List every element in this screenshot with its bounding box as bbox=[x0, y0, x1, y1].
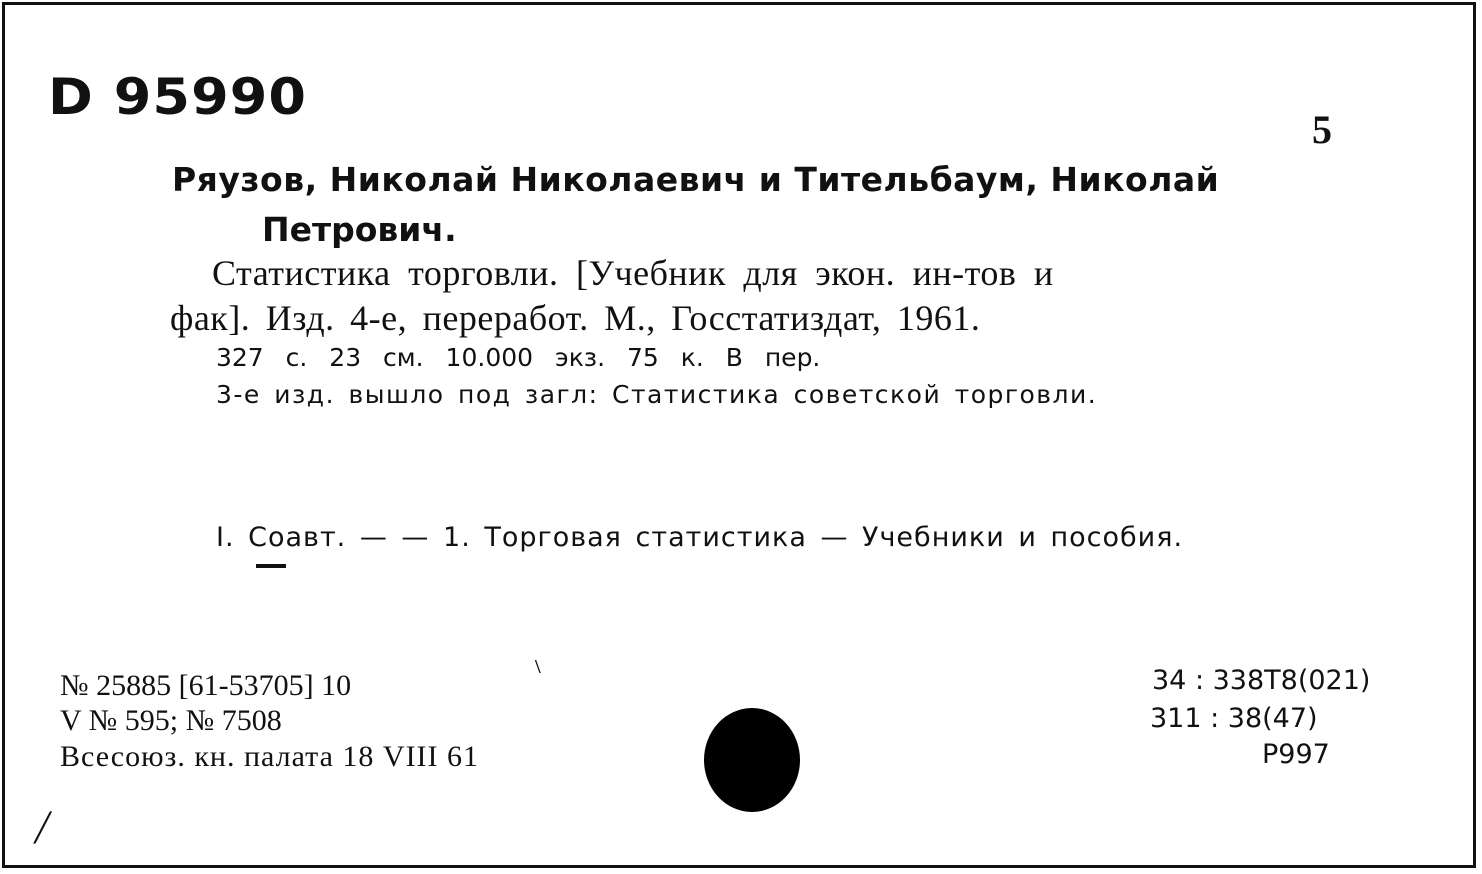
author-mark: Р997 bbox=[1262, 739, 1330, 770]
volume-number: V № 595; № 7508 bbox=[60, 704, 282, 737]
pencil-tick-mark: \ bbox=[535, 656, 541, 678]
handwritten-call-number: D 95990 bbox=[48, 68, 308, 126]
edition-note: 3-е изд. вышло под загл: Статистика советской торговли. bbox=[216, 380, 1098, 409]
classification-index-2: 311 : 38(47) bbox=[1150, 703, 1318, 734]
chamber-imprint: Всесоюз. кн. палата 18 VIII 61 bbox=[60, 740, 480, 773]
physical-description: 327 с. 23 см. 10.000 экз. 75 к. В пер. bbox=[216, 343, 821, 372]
pencil-slash-mark: / bbox=[31, 801, 55, 854]
classification-index-1: 34 : 338T8(021) bbox=[1152, 665, 1371, 696]
registration-number: № 25885 [61-53705] 10 bbox=[60, 669, 352, 702]
authors-heading: Ряузов, Николай Николаевич и Тительбаум, Николай bbox=[172, 160, 1220, 199]
underline-mark bbox=[256, 564, 286, 568]
title-statement-line-2: фак]. Изд. 4-е, переработ. М., Госстатиздат, 1961. bbox=[170, 298, 981, 338]
title-statement-line-1: Статистика торговли. [Учебник для экон. ин-тов и bbox=[212, 253, 1054, 293]
subject-tracings: I. Соавт. — — 1. Торговая статистика — Учебники и пособия. bbox=[216, 522, 1184, 553]
punch-hole bbox=[704, 708, 800, 812]
authors-heading-continued: Петрович. bbox=[262, 210, 457, 249]
card-number: 5 bbox=[1312, 107, 1332, 152]
